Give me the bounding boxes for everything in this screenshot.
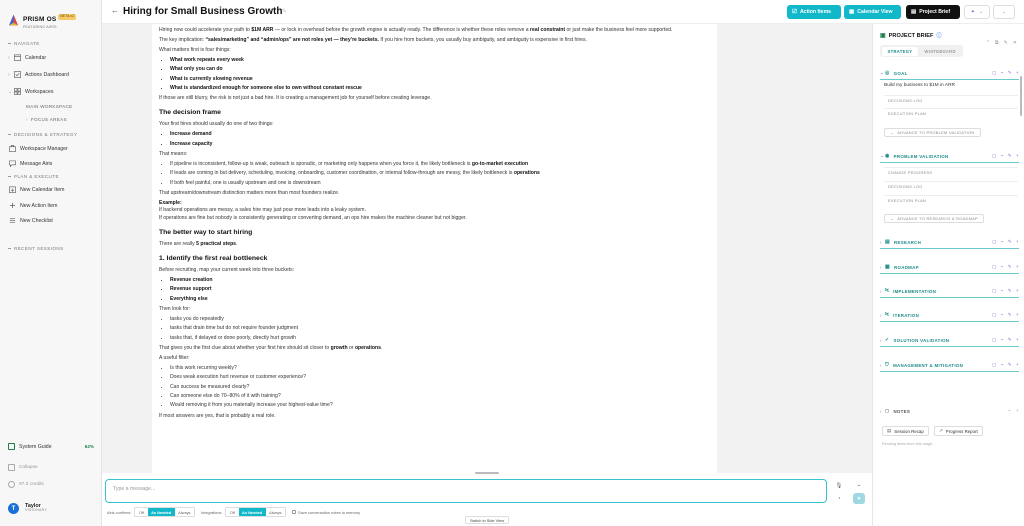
note-icon: ▢ [992, 337, 997, 342]
message-composer[interactable] [105, 479, 827, 503]
stage-problem-validation[interactable]: ⌄ ◉ PROBLEM VALIDATION ▢ ⌁ ✎ + [880, 153, 1019, 159]
doc-paragraph: A useful filter: [159, 354, 190, 361]
send-button[interactable] [853, 493, 865, 504]
credits-display: 97.3 credits [8, 481, 44, 488]
collapse-icon [8, 464, 15, 471]
doc-paragraph: Example: [159, 199, 182, 206]
headphones-icon[interactable]: ◔ [837, 495, 841, 502]
list-item: • What is currently slowing revenue [170, 76, 710, 84]
stage-implementation[interactable]: › Ϟ IMPLEMENTATION ▢ ⌁ ✎ + [880, 288, 1019, 294]
stage-divider [880, 346, 1019, 347]
beta-badge: BETA v2 [60, 14, 75, 19]
chevron-down-icon: ⌄ [880, 70, 885, 75]
note-icon: ▢ [992, 239, 997, 244]
doc-paragraph: That upstream/downstream distinction matters more than most founders realize. [159, 189, 340, 196]
checkbox-icon [13, 71, 21, 79]
project-brief-panel [872, 24, 1024, 526]
sidebar-item-workspace-manager[interactable] [0, 143, 102, 154]
collapse-button[interactable]: Collapse [8, 464, 38, 471]
edit-icon: ✎ [1007, 337, 1013, 342]
note-icon: ▢ [992, 264, 997, 269]
stage-divider [880, 79, 1019, 80]
brief-icon: ▣ [880, 33, 886, 39]
stage-tools [992, 288, 1019, 294]
plus-icon [8, 202, 16, 210]
chevron-right-icon: › [880, 362, 882, 368]
option-always[interactable]: Always [178, 509, 191, 515]
target-icon: ◎ [885, 70, 890, 76]
sidebar-item-actions-dashboard[interactable] [0, 69, 102, 80]
sidebar-item-label: New Action Item [20, 202, 58, 209]
doc-list [159, 161, 710, 188]
sidebar-item-main-workspace[interactable]: MAIN WORKSPACE [26, 104, 73, 109]
list-item: • Can success be measured clearly? [170, 384, 710, 392]
panel-tabs [880, 45, 963, 57]
goal-decisions-log[interactable]: DECISIONS LOG [884, 95, 1018, 104]
user-profile[interactable] [8, 503, 47, 514]
stage-tools [992, 264, 1019, 270]
chevron-right-icon: › [880, 239, 882, 245]
doc-paragraph: Then look for: [159, 305, 191, 312]
chevron-right-icon: › [880, 337, 882, 343]
panel-scrollbar[interactable] [1020, 76, 1022, 116]
add-icon: + [1016, 288, 1019, 293]
chevron-right-icon: › [8, 54, 10, 61]
resize-handle[interactable] [475, 472, 499, 474]
list-item: • What work repeats every week [170, 57, 710, 65]
arrow-icon: → [890, 216, 895, 221]
list-item: • If both feel painful, one is usually upstream and one is downstream [170, 180, 710, 188]
sidebar-item-message-airis[interactable] [0, 158, 102, 169]
panel-title: ▣ PROJECT BRIEF ⓘ [880, 32, 942, 39]
stage-divider [880, 297, 1019, 298]
note-icon: ▢ [992, 70, 997, 75]
stage-tools [992, 70, 1019, 76]
collapse-panel-icon[interactable]: ⌃ [985, 40, 991, 46]
note-icon: ▢ [992, 362, 997, 367]
user-name: Taylor [25, 502, 41, 509]
notes-placeholder: Pending items from this stage... [882, 442, 936, 446]
check-circle-icon: ✓ [885, 337, 890, 343]
action-items-button[interactable]: ☑ Action Items [787, 5, 841, 19]
user-role: VISIONARY [25, 508, 48, 513]
research-icon: ▤ [885, 239, 891, 245]
list-item: • If leads are coming in but delivery, scheduling, invoicing, onboarding, customer coordination, or internal follow-through are messy, the likely bottleneck is operations [170, 170, 710, 178]
document-icon: ▤ [911, 9, 917, 15]
airis-confirms-toggle[interactable] [134, 507, 195, 517]
search-icon: ◉ [885, 153, 890, 159]
stage-tools [992, 312, 1019, 318]
note-icon: ▢ [992, 288, 997, 293]
list-item: • Would removing it from you materially increase your highest-value time? [170, 402, 710, 410]
list-item: • Does weak execution hurt revenue or customer experience? [170, 374, 710, 382]
calendar-icon [13, 54, 21, 62]
list-item: • Increase capacity [170, 141, 710, 149]
stage-divider [880, 273, 1019, 274]
chevron-right-icon: › [26, 117, 28, 122]
add-icon: + [1016, 264, 1019, 269]
chevron-right-icon: › [880, 264, 882, 270]
chevron-down-icon: ⌄ [880, 153, 885, 158]
info-icon: ⓘ [936, 33, 942, 39]
stage-solution-validation[interactable]: › ✓ SOLUTION VALIDATION ▢ ⌁ ✎ + [880, 337, 1019, 343]
message-input-placeholder[interactable]: Type a message... [113, 486, 156, 492]
prism-logo-icon [9, 14, 18, 26]
doc-paragraph: If backend operations are messy, a sales hire may just pour more leads into a leaky system. [159, 207, 366, 214]
book-icon [8, 443, 15, 450]
stage-iteration[interactable]: › Ϟ ITERATION ▢ ⌁ ✎ + [880, 312, 1019, 318]
link-icon: ⌁ [1008, 408, 1012, 413]
save-notes-label: Save conversation notes to memory [297, 509, 361, 515]
note-icon: ▢ [992, 153, 997, 158]
doc-paragraph: There are really 5 practical steps. [159, 240, 238, 247]
header [102, 0, 1024, 24]
tab-strategy[interactable]: STRATEGY [882, 47, 919, 56]
bolt-icon: Ϟ [885, 312, 890, 318]
doc-paragraph: If those are still blurry, the risk is not just a bad hire. It is creating a management job for yourself before creating leverage. [159, 95, 432, 102]
composer-options [107, 507, 360, 517]
add-icon: + [1016, 337, 1019, 342]
doc-paragraph: Your first hires should usually do one of two things: [159, 121, 274, 128]
arrow-icon: → [890, 130, 895, 135]
shield-icon: ⛉ [885, 362, 890, 368]
sidebar-item-workspaces[interactable] [0, 86, 102, 97]
map-icon: ▦ [885, 264, 891, 270]
sidebar-item-label: Calendar [25, 54, 47, 61]
calendar-view-button[interactable]: ▦ Calendar View [844, 5, 901, 19]
system-guide[interactable] [8, 443, 94, 450]
chevron-down-icon: ⌄ [1001, 9, 1007, 15]
list-item: • tasks that, if delayed or done poorly, directly hurt growth [170, 335, 710, 343]
save-notes-checkbox[interactable] [292, 510, 296, 514]
list-item: • What only you can do [170, 66, 710, 74]
stage-divider [880, 321, 1019, 322]
add-icon: + [1016, 362, 1019, 367]
project-brief-button[interactable]: ▤ Project Brief [906, 5, 960, 19]
doc-paragraph: What matters first is four things: [159, 46, 231, 53]
doc-paragraph: That means: [159, 150, 188, 157]
edit-icon: ✎ [1007, 239, 1013, 244]
stage-tools [992, 337, 1019, 343]
stage-tools [992, 239, 1019, 245]
list-icon [8, 217, 16, 225]
edit-icon: ✎ [1007, 153, 1013, 158]
edit-icon[interactable]: ✎ [1003, 40, 1008, 46]
briefcase-icon [8, 145, 16, 153]
stage-research[interactable]: › ▤ RESEARCH ▢ ⌁ ✎ + [880, 239, 1019, 245]
trend-icon: ↗ [939, 428, 943, 433]
edit-icon: ✎ [1007, 70, 1013, 75]
airis-confirms-label: Airis confirms: [107, 509, 132, 515]
page-title: Hiring for Small Business Growth [123, 6, 283, 17]
stage-divider [880, 162, 1019, 163]
link-icon: ⌁ [1000, 70, 1004, 75]
problem-decisions-log[interactable]: DECISIONS LOG [884, 181, 1018, 190]
sidebar-item-calendar[interactable] [0, 52, 102, 63]
section-recent-sessions: RECENT SESSIONS [0, 244, 102, 253]
advance-problem-button[interactable]: → ADVANCE TO PROBLEM VALIDATION [884, 128, 981, 137]
progress-report-button[interactable]: ↗ Progress Report [934, 426, 983, 436]
sidebar-item-label: Workspace Manager [20, 145, 68, 152]
checkbox-icon: ☑ [792, 9, 797, 15]
list-item: • Is this work recurring weekly? [170, 365, 710, 373]
ai-settings-dropdown[interactable] [964, 5, 990, 19]
send-icon: ➤ [856, 495, 862, 502]
add-icon: + [1016, 312, 1019, 317]
link-icon: ⌁ [1000, 312, 1004, 317]
section-decisions: DECISIONS & STRATEGY [0, 130, 102, 139]
chevron-right-icon: › [880, 408, 882, 414]
chevron-down-icon: ⌄ [8, 88, 13, 95]
link-icon: ⌁ [1000, 288, 1004, 293]
credits-icon [8, 481, 15, 488]
problem-change-progress[interactable]: CHANGE PROGRESS [884, 167, 1018, 176]
doc-list [159, 277, 710, 304]
sidebar-item-new-checklist[interactable] [0, 215, 102, 226]
option-always[interactable]: Always [269, 509, 282, 515]
goal-execution-plan[interactable]: EXECUTION PLAN [884, 108, 1018, 117]
doc-paragraph: The key implication: “sales/marketing” and “admin/ops” are not roles yet — they’re buckets. If you hire from buckets, you usually buy ambiguity, and ambiguity is expensive in first hires. [159, 36, 587, 43]
stage-roadmap[interactable]: › ▦ ROADMAP ▢ ⌁ ✎ + [880, 264, 1019, 270]
stage-tools [992, 362, 1019, 368]
chevron-right-icon: › [880, 312, 882, 318]
copy-icon[interactable]: ⧉ [995, 40, 999, 46]
bolt-icon: Ϟ [885, 288, 890, 294]
brand-name: PRISM OS [23, 16, 57, 24]
sidebar-item-focus-areas[interactable]: › FOCUS AREAS [26, 117, 67, 122]
section-navigate: NAVIGATE [0, 39, 102, 48]
list-item: • tasks you do repeatedly [170, 316, 710, 324]
doc-paragraph: If operations are fine but nobody is consistently generating or converting demand, an ops hire makes the machine cleaner but not bigger. [159, 215, 467, 222]
edit-icon[interactable]: ✎ [282, 9, 288, 15]
list-item: • Revenue support [170, 286, 710, 294]
advance-research-button[interactable]: → ADVANCE TO RESEARCH & ROADMAP [884, 214, 984, 223]
stage-goal[interactable]: ⌄ ◎ GOAL ▢ ⌁ ✎ + [880, 70, 1019, 76]
add-icon: + [1016, 70, 1019, 75]
add-icon: + [1016, 408, 1019, 413]
stage-divider [880, 371, 1019, 372]
doc-paragraph: That gives you the first clue about whether your first hire should sit closer to growth or operations. [159, 344, 383, 351]
list-item: • If pipeline is inconsistent, follow-up is weak, outreach is sporadic, or marketing only happens when you force it, the likely bottleneck is go-to-market execution [170, 161, 710, 169]
brand-subtitle: FEATURING AIRIS [23, 25, 57, 30]
link-icon: ⌁ [1000, 264, 1004, 269]
grid-icon [13, 88, 21, 96]
tab-whiteboard[interactable]: WHITEBOARD [924, 48, 956, 54]
document-content [152, 24, 717, 473]
integrations-label: Integrations: [201, 509, 223, 515]
sidebar-item-new-calendar-item[interactable] [0, 184, 102, 195]
sidebar-item-label: Workspaces [25, 88, 54, 95]
doc-list [159, 57, 710, 93]
list-item: • Revenue creation [170, 277, 710, 285]
list-item: • Everything else [170, 296, 710, 304]
doc-list [159, 365, 710, 410]
attach-icon[interactable]: ⌁ [857, 482, 861, 489]
list-item: • tasks that drain time but do not require founder judgment [170, 325, 710, 333]
edit-icon: ✎ [1007, 362, 1013, 367]
back-arrow-icon[interactable]: ← [111, 6, 119, 15]
avatar: T [8, 503, 19, 514]
edit-icon: ✎ [1007, 288, 1013, 293]
close-icon[interactable]: ✕ [1012, 40, 1017, 46]
doc-paragraph: Before recruiting, map your current week into three buckets: [159, 266, 295, 273]
more-dropdown[interactable] [993, 5, 1015, 19]
stage-divider [880, 248, 1019, 249]
option-off[interactable]: Off [138, 509, 145, 515]
doc-paragraph: Hiring now could accelerate your path to $1M ARR — or lock in overhead before the growth engine is actually ready. The difference is whether these roles remove a real constraint or just make the business feel more supported. [159, 27, 673, 33]
switch-view-button[interactable]: Switch to Side View [465, 516, 509, 524]
doc-list [159, 316, 710, 343]
sidebar-item-new-action-item[interactable] [0, 200, 102, 211]
option-as-needed[interactable]: As Needed [239, 508, 266, 516]
panel-toolbar [986, 40, 1017, 46]
list-item: • What is standardized enough for someone else to own without constant rescue [170, 85, 710, 93]
session-recap-button[interactable]: ▤ Session Recap [882, 426, 929, 436]
integrations-toggle[interactable] [225, 507, 286, 517]
goal-text: Build my business to $1M in ARR [884, 83, 955, 88]
edit-icon: ✎ [1007, 264, 1013, 269]
doc-heading: The better way to start hiring [159, 228, 253, 236]
doc-list [159, 131, 710, 148]
calendar-icon: ▦ [849, 9, 855, 15]
sidebar-item-label: Message Airis [20, 160, 53, 167]
section-plan: PLAN & EXECUTE [0, 172, 102, 181]
add-icon: + [1016, 239, 1019, 244]
system-guide-progress: 62% [84, 444, 94, 449]
notes-section[interactable]: › ▢ NOTES ⌁ + [880, 408, 1019, 414]
link-icon: ⌁ [1000, 362, 1004, 367]
doc-paragraph: If most answers are yes, that is probably a real role. [159, 412, 276, 419]
system-guide-label: System Guide [19, 443, 52, 450]
stage-tools [992, 153, 1019, 159]
brand [0, 0, 101, 30]
option-as-needed[interactable]: As Needed [148, 508, 175, 516]
note-icon: ▢ [992, 312, 997, 317]
chevron-right-icon: › [8, 71, 10, 78]
sidebar-item-label: New Checklist [20, 217, 53, 224]
document-icon: ▤ [887, 428, 892, 433]
microphone-icon[interactable]: 🎙 [835, 482, 843, 489]
link-icon: ⌁ [1000, 337, 1004, 342]
list-item: • Can someone else do 70–80% of it with training? [170, 393, 710, 401]
stage-management[interactable]: › ⛉ MANAGEMENT & MITIGATION ▢ ⌁ ✎ + [880, 362, 1019, 368]
problem-execution-plan[interactable]: EXECUTION PLAN [884, 195, 1018, 204]
chat-icon [8, 160, 16, 168]
link-icon: ⌁ [1000, 153, 1004, 158]
doc-heading: 1. Identify the first real bottleneck [159, 254, 268, 262]
chevron-right-icon: › [880, 288, 882, 294]
doc-heading: The decision frame [159, 109, 221, 116]
edit-icon: ✎ [1007, 312, 1013, 317]
add-icon: + [1016, 153, 1019, 158]
list-item: • Increase demand [170, 131, 710, 139]
calendar-plus-icon [8, 186, 16, 194]
option-off[interactable]: Off [229, 509, 236, 515]
link-icon: ⌁ [1000, 239, 1004, 244]
sidebar [0, 0, 102, 526]
chevron-down-icon: ⌄ [979, 9, 984, 15]
sparkle-icon: ✦ [970, 9, 975, 15]
sidebar-item-label: New Calendar Item [20, 186, 65, 193]
note-icon: ▢ [885, 408, 890, 413]
sidebar-item-label: Actions Dashboard [25, 71, 69, 78]
